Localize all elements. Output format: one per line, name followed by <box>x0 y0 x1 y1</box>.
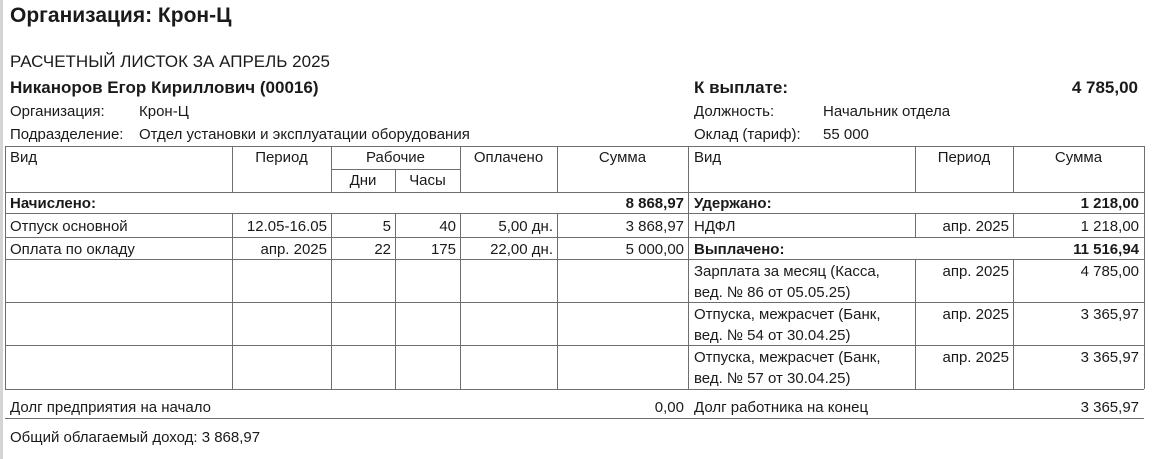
department-value: Отдел установки и эксплуатации оборудования <box>139 126 470 143</box>
header-bottom-border <box>5 192 1144 193</box>
debt-end-label: Долг работника на конец <box>694 399 869 416</box>
paid-row-vid-line2: вед. № 86 от 05.05.25) <box>694 284 851 301</box>
withheld-row-sum: 1 218,00 <box>1080 218 1139 235</box>
to-pay-value: 4 785,00 <box>1071 78 1138 97</box>
taxable-income: Общий облагаемый доход: 3 868,97 <box>10 429 261 446</box>
accrued-total-value: 8 868,97 <box>625 195 684 212</box>
col-line <box>557 213 558 389</box>
employee-name: Никаноров Егор Кириллович (00016) <box>10 78 319 97</box>
accrual-row-period: апр. 2025 <box>260 241 327 258</box>
col-header-period: Период <box>255 149 308 166</box>
accrual-row-hours: 175 <box>430 241 456 258</box>
paid-total-value: 11 516,94 <box>1073 241 1139 258</box>
accrual-row-paid: 22,00 дн. <box>490 241 553 258</box>
page-left-border <box>0 0 3 459</box>
row-line <box>5 345 1144 346</box>
paid-row-vid-line2: вед. № 57 от 30.04.25) <box>694 370 851 387</box>
to-pay-label: К выплате: <box>694 78 789 97</box>
paid-row-vid-line1: Зарплата за месяц (Касса, <box>694 263 880 280</box>
paid-row-vid-line1: Отпуска, межрасчет (Банк, <box>694 349 881 366</box>
paid-row-sum: 3 365,97 <box>1080 306 1139 323</box>
document-title: РАСЧЕТНЫЙ ЛИСТОК ЗА АПРЕЛЬ 2025 <box>10 52 330 71</box>
col-header-vid-deductions: Вид <box>694 149 722 166</box>
paid-row-vid-line1: Отпуска, межрасчет (Банк, <box>694 306 881 323</box>
debt-start-label: Долг предприятия на начало <box>10 399 211 416</box>
accrual-row-hours: 40 <box>439 218 456 235</box>
footer-separator <box>5 418 1144 419</box>
col-header-paid: Оплачено <box>473 149 544 166</box>
accrual-row-days: 5 <box>382 218 391 235</box>
row-line <box>5 237 1144 238</box>
col-header-period-deductions: Период <box>937 149 991 166</box>
department-label: Подразделение: <box>10 126 124 143</box>
withheld-row-period: апр. 2025 <box>942 218 1009 235</box>
row-line <box>5 213 1144 214</box>
withheld-row-vid: НДФЛ <box>694 218 736 235</box>
org-label: Организация: <box>10 103 105 120</box>
paid-row-period: апр. 2025 <box>942 306 1009 323</box>
row-line <box>5 302 1144 303</box>
col-line <box>1144 146 1145 389</box>
org-value: Крон-Ц <box>139 103 189 120</box>
col-header-work: Рабочие <box>366 149 425 166</box>
col-header-hours: Часы <box>409 172 446 189</box>
row-line <box>5 259 1144 260</box>
accrued-total-label: Начислено: <box>10 195 96 212</box>
accrual-row-period: 12.05-16.05 <box>246 218 327 235</box>
position-value: Начальник отдела <box>823 103 951 120</box>
paid-row-sum: 3 365,97 <box>1080 349 1139 366</box>
col-header-vid: Вид <box>10 149 38 166</box>
col-line <box>5 146 6 389</box>
col-header-sum: Сумма <box>598 149 647 166</box>
col-header-sum-deductions: Сумма <box>1054 149 1103 166</box>
debt-end-value: 3 365,97 <box>1080 399 1139 416</box>
col-header-days: Дни <box>349 172 377 189</box>
position-label: Должность: <box>694 103 775 120</box>
col-line <box>460 213 461 389</box>
withheld-total-label: Удержано: <box>694 195 772 212</box>
paid-row-period: апр. 2025 <box>942 349 1009 366</box>
accrual-row-sum: 3 868,97 <box>625 218 684 235</box>
accrual-row-days: 22 <box>374 241 391 258</box>
organization-title: Организация: Крон-Ц <box>10 4 232 27</box>
col-line <box>331 213 332 389</box>
col-line <box>395 213 396 389</box>
accrual-row-paid: 5,00 дн. <box>498 218 553 235</box>
table-bottom-border <box>5 389 1144 390</box>
col-line <box>688 146 689 389</box>
table-top-border <box>5 146 1144 147</box>
paid-total-label: Выплачено: <box>694 241 785 258</box>
salary-value: 55 000 <box>823 126 869 143</box>
paid-row-vid-line2: вед. № 54 от 30.04.25) <box>694 327 851 344</box>
accrual-row-sum: 5 000,00 <box>625 241 684 258</box>
accrual-row-vid: Отпуск основной <box>10 218 128 235</box>
paid-row-period: апр. 2025 <box>942 263 1009 280</box>
withheld-total-value: 1 218,00 <box>1080 195 1139 212</box>
salary-label: Оклад (тариф): <box>694 126 801 143</box>
accrual-row-vid: Оплата по окладу <box>10 241 135 258</box>
debt-start-value: 0,00 <box>654 399 684 416</box>
col-line <box>232 213 233 389</box>
paid-row-sum: 4 785,00 <box>1080 263 1139 280</box>
